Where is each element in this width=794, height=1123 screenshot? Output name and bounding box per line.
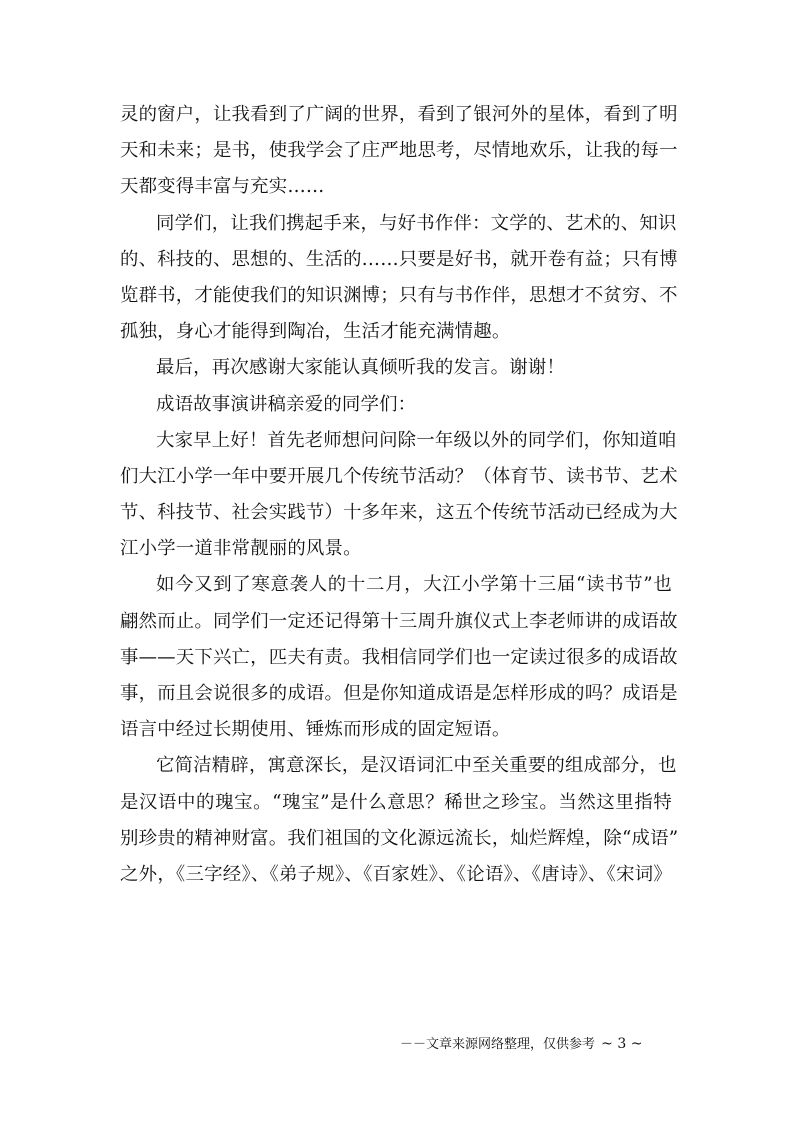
paragraph-start-line: 大家早上好！首先老师想问问除一年级以外的同学们，你知道咱 — [156, 429, 677, 451]
text-line: 天和未来；是书，使我学会了庄严地思考，尽情地欢乐，让我的每一 — [120, 140, 678, 162]
paragraph-start-line: 它简洁精辟，寓意深长，是汉语词汇中至关重要的组成部分，也 — [156, 755, 677, 777]
text-line: 节、科技节、社会实践节）十多年来，这五个传统节活动已经成为大 — [120, 502, 678, 524]
text-line: 的、科技的、思想的、生活的……只要是好书，就开卷有益；只有博 — [120, 248, 678, 270]
text-line: 事，而且会说很多的成语。但是你知道成语是怎样形成的吗？成语是 — [120, 683, 678, 704]
text-line: 是汉语中的瑰宝。“瑰宝”是什么意思？稀世之珍宝。当然这里指特 — [120, 791, 672, 813]
text-line: 之外，《三字经》、《弟子规》、《百家姓》、《论语》、《唐诗》、《宋词》 — [120, 863, 672, 885]
text-line: 事——天下兴亡，匹夫有责。我相信同学们也一定读过很多的成语故 — [120, 646, 678, 668]
source-note: －－文章来源网络整理，仅供参考 — [400, 1037, 596, 1052]
text-line: 语言中经过长期使用、锤炼而形成的固定短语。 — [120, 719, 511, 741]
text-line: 别珍贵的精神财富。我们祖国的文化源远流长，灿烂辉煌，除“成语” — [120, 827, 679, 849]
paragraph-start-line: 最后，再次感谢大家能认真倾听我的发言。谢谢！ — [156, 357, 565, 379]
text-line: 天都变得丰富与充实…… — [120, 176, 325, 198]
document-body — [120, 97, 679, 893]
section-heading-line: 成语故事演讲稿亲爱的同学们： — [156, 393, 417, 415]
text-line: 览群书，才能使我们的知识渊博；只有与书作伴，思想才不贫穷、不 — [120, 284, 678, 306]
page-number: ~ 3 ~ — [601, 1036, 643, 1052]
paragraph-start-line: 如今又到了寒意袭人的十二月，大江小学第十三届“读书节”也 — [156, 574, 672, 596]
paragraph-start-line: 同学们，让我们携起手来，与好书作伴：文学的、艺术的、知识 — [156, 212, 677, 234]
page-footer — [400, 1033, 642, 1052]
text-line: 江小学一道非常靓丽的风景。 — [120, 538, 362, 560]
text-line: 孤独，身心才能得到陶冶，生活才能充满情趣。 — [120, 321, 511, 343]
text-line: 灵的窗户，让我看到了广阔的世界，看到了银河外的星体，看到了明 — [120, 104, 678, 125]
text-line: 们大江小学一年中要开展几个传统节活动？（体育节、读书节、艺术 — [120, 465, 678, 487]
text-line: 翩然而止。同学们一定还记得第十三周升旗仪式上李老师讲的成语故 — [120, 610, 678, 632]
